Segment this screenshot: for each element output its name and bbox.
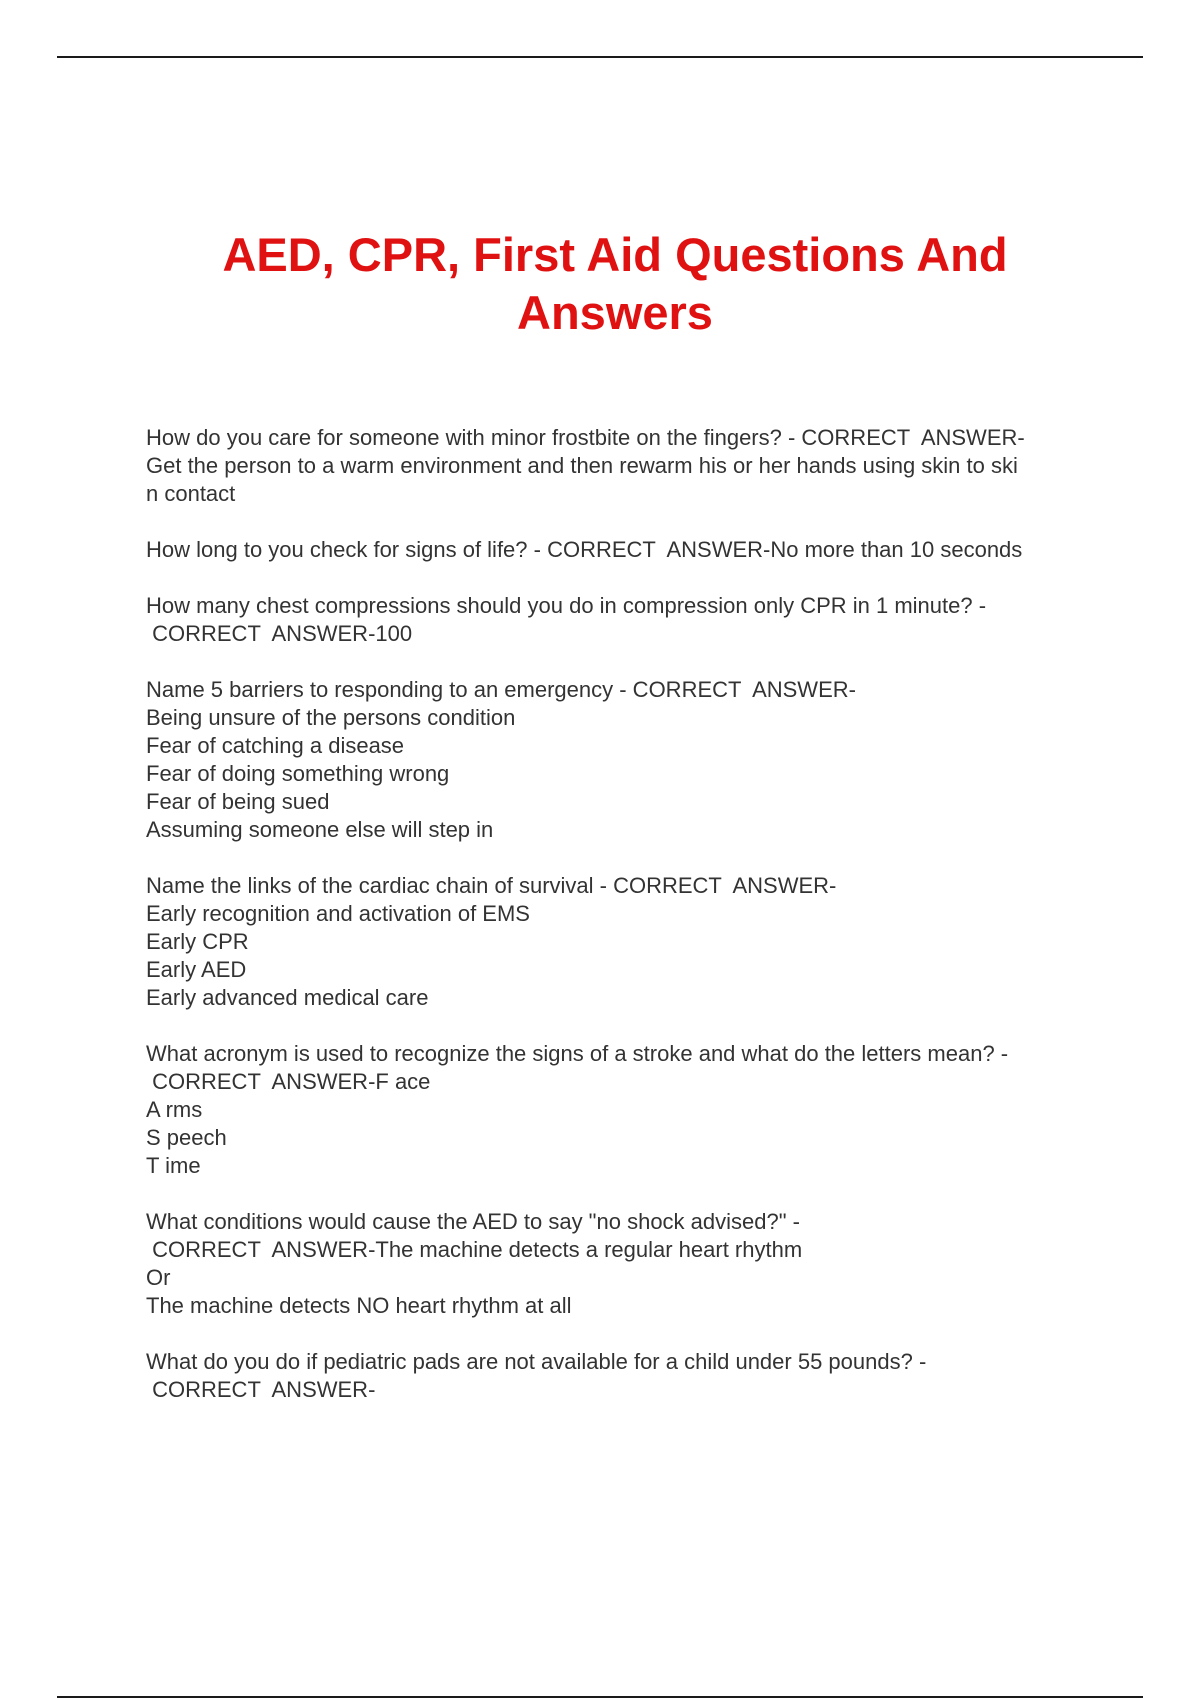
qa-item	[146, 1040, 1106, 1180]
qa-question-line: Name 5 barriers to responding to an emergency - CORRECT ANSWER-	[146, 677, 856, 702]
qa-answer-line: Assuming someone else will step in	[146, 817, 494, 842]
qa-answer-line: CORRECT ANSWER-	[146, 1377, 376, 1402]
bottom-rule	[57, 1696, 1143, 1698]
qa-item	[146, 536, 1106, 564]
qa-item	[146, 592, 1106, 648]
qa-answer-line: Fear of catching a disease	[146, 733, 405, 758]
qa-answer-line: Fear of doing something wrong	[146, 761, 450, 786]
qa-item	[146, 872, 1106, 1012]
qa-answer-line: Early CPR	[146, 929, 249, 954]
qa-item	[146, 424, 1106, 508]
qa-question-line: How do you care for someone with minor frostbite on the fingers? - CORRECT ANSWER-	[146, 425, 1025, 450]
qa-item	[146, 1208, 1106, 1320]
title-line-1: AED, CPR, First Aid Questions And	[222, 228, 1008, 281]
qa-answer-line: Early AED	[146, 957, 247, 982]
qa-answer-line: Early advanced medical care	[146, 985, 429, 1010]
qa-answer-line: Or	[146, 1265, 171, 1290]
qa-answer-line: Fear of being sued	[146, 789, 330, 814]
qa-item	[146, 1348, 1106, 1404]
qa-question-line: How many chest compressions should you do in compression only CPR in 1 minute? -	[146, 593, 987, 618]
qa-list	[146, 424, 1106, 1432]
qa-question-line: Name the links of the cardiac chain of survival - CORRECT ANSWER-	[146, 873, 837, 898]
qa-answer-line: S peech	[146, 1125, 227, 1150]
qa-answer-line: The machine detects NO heart rhythm at all	[146, 1293, 572, 1318]
qa-answer-line: A rms	[146, 1097, 203, 1122]
qa-question-line: What do you do if pediatric pads are not available for a child under 55 pounds? -	[146, 1349, 927, 1374]
qa-answer-line: n contact	[146, 481, 236, 506]
qa-answer-line: T ime	[146, 1153, 201, 1178]
qa-answer-line: Being unsure of the persons condition	[146, 705, 516, 730]
qa-answer-line: CORRECT ANSWER-The machine detects a regular heart rhythm	[146, 1237, 803, 1262]
qa-answer-line: Get the person to a warm environment and then rewarm his or her hands using skin to ski	[146, 453, 1018, 478]
qa-answer-line: Early recognition and activation of EMS	[146, 901, 530, 926]
qa-question-line: What conditions would cause the AED to say "no shock advised?" -	[146, 1209, 800, 1234]
document-title	[150, 226, 1080, 342]
top-rule	[57, 56, 1143, 58]
qa-question-line: What acronym is used to recognize the signs of a stroke and what do the letters mean? -	[146, 1041, 1009, 1066]
qa-item	[146, 676, 1106, 844]
qa-question-line: How long to you check for signs of life? - CORRECT ANSWER-No more than 10 seconds	[146, 537, 1023, 562]
qa-answer-line: CORRECT ANSWER-100	[146, 621, 413, 646]
qa-answer-line: CORRECT ANSWER-F ace	[146, 1069, 431, 1094]
title-line-2: Answers	[517, 286, 713, 339]
